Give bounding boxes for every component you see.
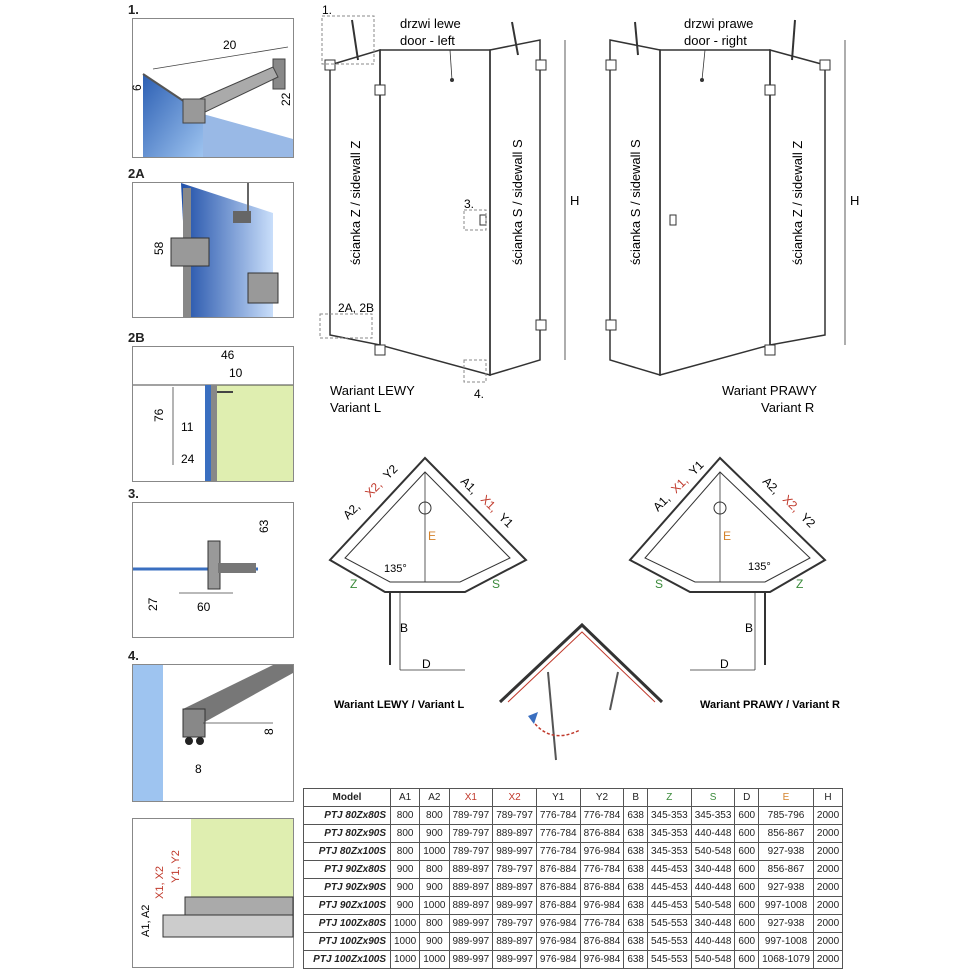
dim-46: 46 [221,348,235,362]
detail-2a-panel [132,182,294,318]
value-cell: 997-1008 [759,897,814,915]
door-left-en: door - left [400,33,455,48]
spec-table-body [304,807,843,969]
value-cell: 600 [735,807,759,825]
detail-2b-drawing [133,347,293,481]
col-header-s: S [691,789,735,807]
variant-right-pl: Wariant PRAWY [722,383,818,398]
value-cell: 889-897 [449,879,493,897]
x1-x2-label: X1, X2 [154,865,166,899]
value-cell: 889-897 [449,897,493,915]
door-swing-diagram [500,625,662,760]
value-cell: 976-984 [580,951,624,969]
value-cell: 600 [735,825,759,843]
model-cell: PTJ 100Zx100S [304,951,391,969]
value-cell: 989-997 [449,915,493,933]
value-cell: 545-553 [648,951,692,969]
value-cell: 345-353 [648,843,692,861]
value-cell: 989-997 [493,897,537,915]
value-cell: 2000 [813,951,842,969]
value-cell: 976-984 [580,897,624,915]
value-cell: 600 [735,843,759,861]
value-cell: 927-938 [759,843,814,861]
value-cell: 789-797 [449,807,493,825]
detail-2b-panel [132,346,294,482]
value-cell: 800 [391,807,420,825]
glass-pane [203,114,293,157]
detail-5-drawing [133,819,293,967]
variant-left-en: Variant L [330,400,382,415]
col-header-b: B [624,789,648,807]
sidewall-s-label: ścianka S / sidewall S [510,139,525,265]
z-label-right: Z [796,577,804,591]
col-header-model: Model [304,789,391,807]
value-cell: 900 [391,861,420,879]
value-cell: 927-938 [759,915,814,933]
z-label: Z [350,577,358,591]
value-cell: 976-984 [536,915,580,933]
detail-2b-label: 2B [128,330,145,345]
plans [300,440,970,780]
value-cell: 989-997 [493,843,537,861]
detail-2a-label: 2A [128,166,145,181]
col-header-y2: Y2 [580,789,624,807]
plan-left-caption: Wariant LEWY / Variant L [334,699,465,711]
x2-label-right: X2, [779,492,803,515]
value-cell: 800 [420,861,449,879]
value-cell: 545-553 [648,915,692,933]
value-cell: 776-784 [580,861,624,879]
value-cell: 789-797 [449,825,493,843]
col-header-a2: A2 [420,789,449,807]
value-cell: 989-997 [449,933,493,951]
model-cell: PTJ 90Zx80S [304,861,391,879]
table-row [304,879,843,897]
model-cell: PTJ 80Zx90S [304,825,391,843]
value-cell: 900 [420,825,449,843]
value-cell: 989-997 [449,951,493,969]
value-cell: 2000 [813,933,842,951]
value-cell: 600 [735,933,759,951]
model-cell: PTJ 80Zx80S [304,807,391,825]
y1-label-right: Y1 [686,457,707,479]
value-cell: 638 [624,951,648,969]
detail-4-panel [132,664,294,802]
value-cell: 638 [624,861,648,879]
callout-2a2b: 2A, 2B [338,301,375,315]
dim-11: 11 [181,420,194,434]
col-header-a1: A1 [391,789,420,807]
a2-label-right: A2, [759,474,783,497]
table-row [304,951,843,969]
value-cell: 889-897 [493,825,537,843]
detail-3-drawing [133,503,293,637]
y2-label-right: Y2 [797,510,819,531]
value-cell: 900 [391,897,420,915]
door-left-pl: drzwi lewe [400,16,461,31]
wall-section [215,385,293,481]
d-label: D [422,657,431,671]
door-right-pl: drzwi prawe [684,16,754,31]
dim-8-vertical: 8 [262,728,276,735]
value-cell: 638 [624,933,648,951]
h-label-right: H [850,193,860,208]
value-cell: 789-797 [493,807,537,825]
value-cell: 638 [624,825,648,843]
variant-left-pl: Wariant LEWY [330,383,415,398]
value-cell: 1000 [420,897,449,915]
callout-3: 3. [464,197,475,211]
callout-1: 1. [322,3,333,17]
b-label-right: B [745,621,754,635]
value-cell: 638 [624,879,648,897]
variant-right-en: Variant R [761,400,815,415]
detail-3-panel [132,502,294,638]
d-label-right: D [720,657,729,671]
value-cell: 889-897 [493,933,537,951]
value-cell: 600 [735,897,759,915]
detail-2a-drawing [133,183,293,317]
h-label-left: H [570,193,580,208]
table-row [304,897,843,915]
y1-label: Y1 [495,510,517,531]
a1-label: A1, [457,474,481,497]
y1-y2-label: Y1, Y2 [170,850,182,883]
detail-5-panel [132,818,294,968]
value-cell: 927-938 [759,879,814,897]
value-cell: 445-453 [648,861,692,879]
value-cell: 1000 [391,951,420,969]
value-cell: 600 [735,951,759,969]
spec-table [303,788,843,969]
value-cell: 540-548 [691,843,735,861]
value-cell: 445-453 [648,879,692,897]
value-cell: 445-453 [648,897,692,915]
value-cell: 2000 [813,843,842,861]
x2-label: X2, [362,477,385,501]
value-cell: 2000 [813,915,842,933]
sidewall-s-label-right: ścianka S / sidewall S [628,139,643,265]
value-cell: 776-784 [580,915,624,933]
value-cell: 340-448 [691,915,735,933]
elevations [300,0,970,430]
value-cell: 776-784 [536,825,580,843]
value-cell: 856-867 [759,861,814,879]
angle-label-right: 135° [748,561,771,573]
value-cell: 545-553 [648,933,692,951]
a1-a2-label: A1, A2 [140,904,152,937]
sidewall-z-label-right: ścianka Z / sidewall Z [790,140,805,265]
a2-label: A2, [340,499,363,523]
s-label-right: S [655,577,664,591]
value-cell: 638 [624,843,648,861]
table-row [304,807,843,825]
model-cell: PTJ 90Zx90S [304,879,391,897]
value-cell: 976-984 [580,843,624,861]
value-cell: 976-984 [536,951,580,969]
value-cell: 800 [420,915,449,933]
detail-4-label: 4. [128,648,139,663]
value-cell: 2000 [813,861,842,879]
detail-1-label: 1. [128,2,139,17]
value-cell: 789-797 [493,915,537,933]
value-cell: 345-353 [648,807,692,825]
table-row [304,933,843,951]
value-cell: 2000 [813,825,842,843]
a1-label-right: A1, [650,491,673,515]
value-cell: 600 [735,879,759,897]
x1-label-right: X1, [668,473,691,497]
dim-10: 10 [229,366,243,380]
value-cell: 2000 [813,897,842,915]
detail-1-panel [132,18,294,158]
detail-1-drawing [130,19,293,157]
dim-6: 6 [130,84,144,91]
value-cell: 785-796 [759,807,814,825]
value-cell: 638 [624,807,648,825]
value-cell: 440-448 [691,879,735,897]
value-cell: 900 [391,879,420,897]
table-row [304,825,843,843]
value-cell: 800 [391,825,420,843]
value-cell: 600 [735,915,759,933]
value-cell: 1000 [391,915,420,933]
value-cell: 345-353 [691,807,735,825]
value-cell: 876-884 [536,897,580,915]
x1-label: X1, [477,492,501,515]
col-header-x2: X2 [493,789,537,807]
value-cell: 789-797 [449,843,493,861]
value-cell: 889-897 [493,879,537,897]
dim-24: 24 [181,452,195,466]
value-cell: 776-784 [536,843,580,861]
model-cell: PTJ 100Zx80S [304,915,391,933]
model-cell: PTJ 80Zx100S [304,843,391,861]
sidewall-z-label: ścianka Z / sidewall Z [348,140,363,265]
dim-20: 20 [223,38,237,52]
value-cell: 638 [624,897,648,915]
detail-4-drawing [133,665,293,801]
s-label: S [492,577,501,591]
value-cell: 2000 [813,807,842,825]
value-cell: 876-884 [580,933,624,951]
value-cell: 638 [624,915,648,933]
plan-right-caption: Wariant PRAWY / Variant R [700,699,840,711]
model-cell: PTJ 100Zx90S [304,933,391,951]
value-cell: 776-784 [580,807,624,825]
value-cell: 800 [391,843,420,861]
value-cell: 1000 [420,951,449,969]
table-row [304,843,843,861]
value-cell: 1068-1079 [759,951,814,969]
col-header-h: H [813,789,842,807]
value-cell: 976-984 [536,933,580,951]
value-cell: 1000 [391,933,420,951]
dim-8-horizontal: 8 [195,762,202,776]
elevation-left [320,3,579,415]
dim-60: 60 [197,600,211,614]
dim-27: 27 [146,597,160,611]
col-header-d: D [735,789,759,807]
y2-label: Y2 [380,461,401,483]
b-label: B [400,621,409,635]
value-cell: 876-884 [536,879,580,897]
value-cell: 440-448 [691,933,735,951]
col-header-e: E [759,789,814,807]
value-cell: 876-884 [580,879,624,897]
angle-label: 135° [384,563,407,575]
table-header-row [304,789,843,807]
value-cell: 600 [735,861,759,879]
door-right-en: door - right [684,33,747,48]
value-cell: 345-353 [648,825,692,843]
value-cell: 540-548 [691,951,735,969]
value-cell: 900 [420,879,449,897]
value-cell: 440-448 [691,825,735,843]
e-label-right: E [723,529,732,543]
plan-right [630,458,840,711]
value-cell: 340-448 [691,861,735,879]
value-cell: 876-884 [580,825,624,843]
model-cell: PTJ 90Zx100S [304,897,391,915]
col-header-z: Z [648,789,692,807]
e-label: E [428,529,437,543]
table-row [304,915,843,933]
value-cell: 900 [420,933,449,951]
value-cell: 989-997 [493,951,537,969]
col-header-x1: X1 [449,789,493,807]
value-cell: 800 [420,807,449,825]
callout-4: 4. [474,387,485,401]
value-cell: 540-548 [691,897,735,915]
dim-76: 76 [152,408,166,422]
value-cell: 876-884 [536,861,580,879]
value-cell: 776-784 [536,807,580,825]
dim-63: 63 [257,519,271,533]
col-header-y1: Y1 [536,789,580,807]
value-cell: 1000 [420,843,449,861]
value-cell: 2000 [813,879,842,897]
value-cell: 889-897 [449,861,493,879]
value-cell: 997-1008 [759,933,814,951]
detail-3-label: 3. [128,486,139,501]
elevation-right [606,16,859,415]
plan-left [330,458,526,711]
dim-22: 22 [279,92,293,106]
value-cell: 789-797 [493,861,537,879]
value-cell: 856-867 [759,825,814,843]
dim-58: 58 [152,241,166,255]
table-row [304,861,843,879]
